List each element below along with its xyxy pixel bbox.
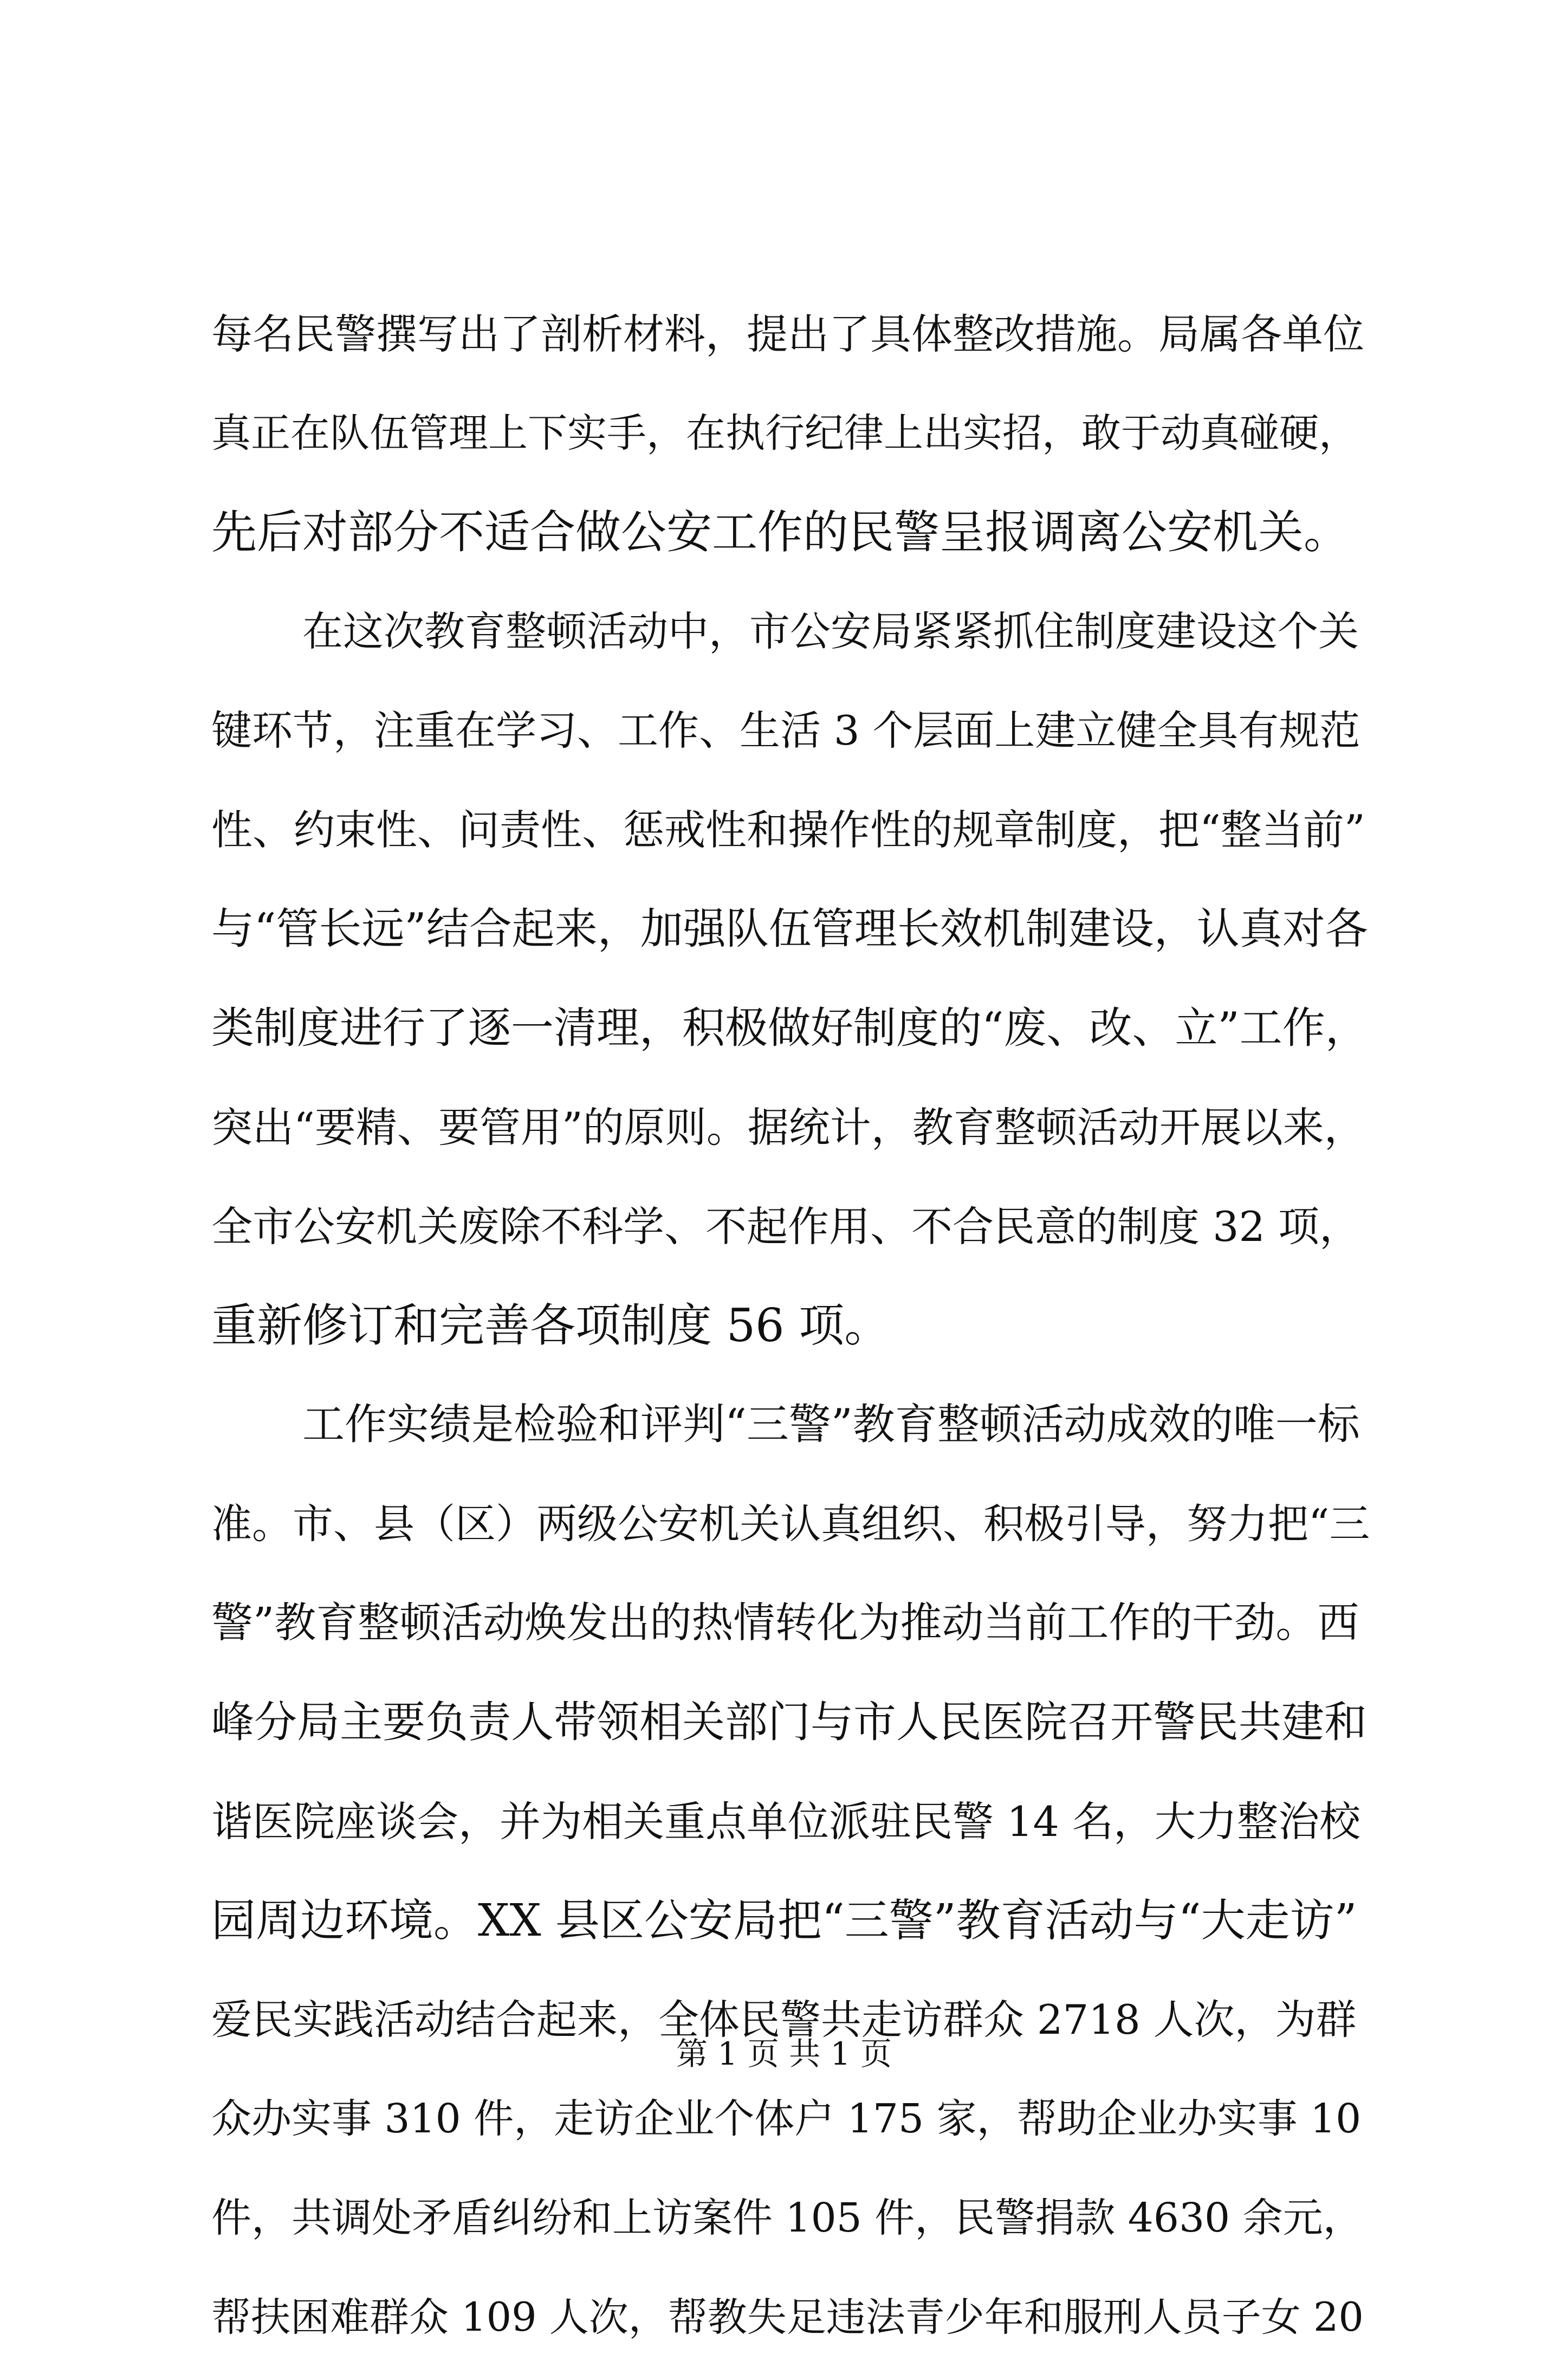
text-line: 园周边环境。XX 县区公安局把“三警”教育活动与“大走访”: [211, 1895, 1357, 1946]
page-footer: 第 1 页 共 1 页: [676, 2035, 892, 2072]
text-line: 先后对部分不适合做公安工作的民警呈报调离公安机关。: [211, 506, 1350, 559]
text-line: 在这次教育整顿活动中，市公安局紧紧抓住制度建设这个关: [302, 607, 1359, 655]
text-line: 爱民实践活动结合起来，全体民警共走访群众 2718 人次，为群: [211, 1996, 1357, 2043]
text-line: 突出“要精、要管用”的原则。据统计，教育整顿活动开展以来，: [211, 1103, 1365, 1152]
text-line: 准。市、县（区）两级公安机关认真组织、积极引导，努力把“三: [211, 1500, 1370, 1548]
text-line: 与“管长远”结合起来，加强队伍管理长效机制建设，认真对各: [211, 904, 1368, 954]
text-line: 工作实绩是检验和评判“三警”教育整顿活动成效的唯一标: [302, 1400, 1360, 1449]
text-line: 键环节，注重在学习、工作、生活 3 个层面上建立健全具有规范: [211, 707, 1360, 754]
text-line: 众办实事 310 件，走访企业个体户 175 家，帮助企业办实事 10: [211, 2096, 1362, 2142]
text-line: 类制度进行了逐一清理，积极做好制度的“废、改、立”工作，: [211, 1003, 1368, 1053]
text-line: 性、约束性、问责性、惩戒性和操作性的规章制度，把“整当前”: [211, 806, 1365, 854]
text-line: 件，共调处矛盾纠纷和上访案件 105 件，民警捐款 4630 余元，: [211, 2195, 1363, 2241]
text-line: 真正在队伍管理上下实手，在执行纪律上出实招，敢于动真碰硬，: [211, 410, 1358, 456]
text-line: 峰分局主要负责人带领相关部门与市人民医院召开警民共建和: [211, 1697, 1367, 1747]
text-line: 帮扶困难群众 109 人次，帮教失足违法青少年和服刑人员子女 20: [211, 2294, 1364, 2340]
text-line: 谐医院座谈会，并为相关重点单位派驻民警 14 名，大力整治校: [211, 1797, 1361, 1846]
text-line: 重新修订和完善各项制度 56 项。: [211, 1299, 890, 1352]
text-line: 警”教育整顿活动焕发出的热情转化为推动当前工作的干劲。西: [211, 1599, 1359, 1647]
text-line: 每名民警撰写出了剖析材料，提出了具体整改措施。局属各单位: [211, 310, 1364, 358]
text-line: 全市公安机关废除不科学、不起作用、不合民意的制度 32 项，: [211, 1202, 1361, 1251]
